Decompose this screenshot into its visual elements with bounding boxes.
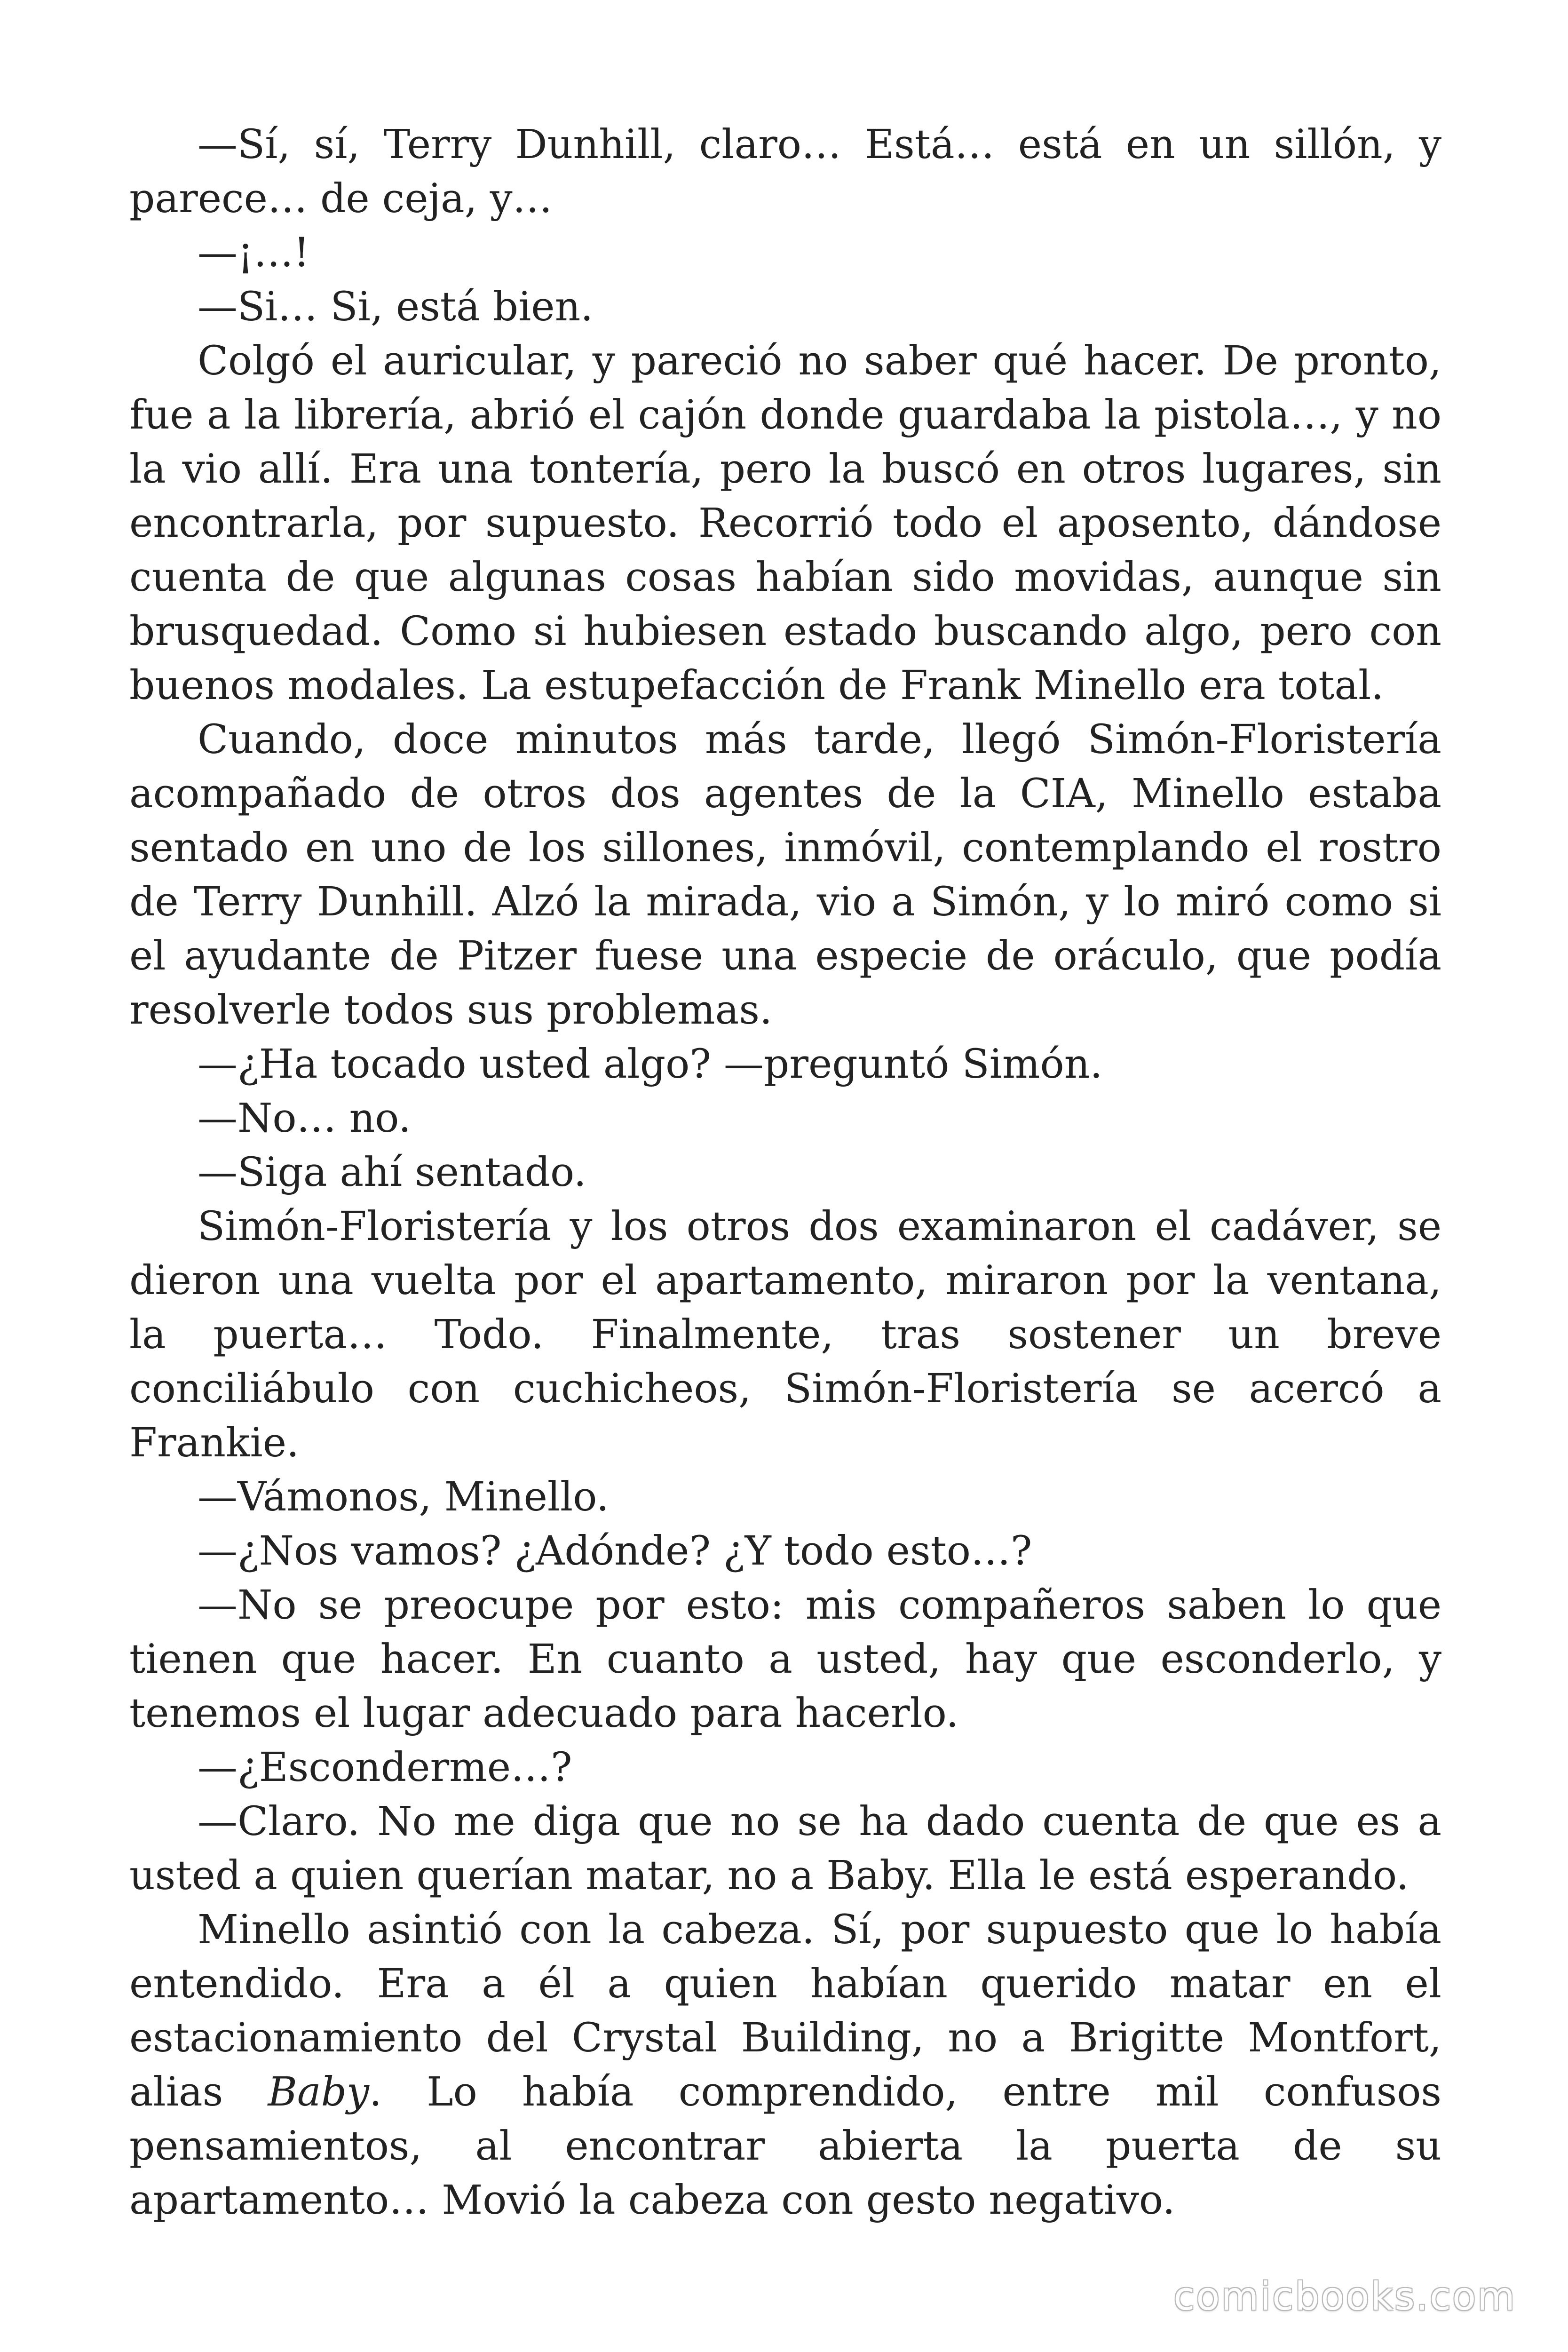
- final-paragraph-text-end: . Lo había comprendido, entre mil confusos pensamientos, al encontrar abierta la puerta de su apartamento… Movió la cabeza con gesto negativo.: [129, 2069, 1441, 2224]
- page-body: [129, 118, 1441, 2227]
- paragraph: —¿Ha tocado usted algo? —preguntó Simón.: [198, 1041, 1103, 1088]
- paragraph: —Vámonos, Minello.: [198, 1474, 609, 1520]
- paragraph: Cuando, doce minutos más tarde, llegó Simón-Floristería acompañado de otros dos agentes de la CIA, Minello estaba sentado en uno de los sillones, inmóvil, contemplando el rostro de Terry Dunhill. Alzó la mirada, vio a Simón, y lo miró como si el ayudante de Pitzer fuese una especie de oráculo, que podía resolverle todos sus problemas.: [129, 716, 1441, 1033]
- paragraph: —¿Esconderme…?: [198, 1744, 572, 1791]
- paragraph: —¿Nos vamos? ¿Adónde? ¿Y todo esto…?: [198, 1528, 1032, 1574]
- paragraph: —No se preocupe por esto: mis compañeros saben lo que tienen que hacer. En cuanto a usted, hay que esconderlo, y tenemos el lugar adecuado para hacerlo.: [129, 1582, 1441, 1737]
- paragraph: —No… no.: [198, 1095, 412, 1142]
- watermark: comicbooks.com: [1173, 2274, 1516, 2319]
- paragraph: —Sí, sí, Terry Dunhill, claro… Está… está en un sillón, y parece… de ceja, y…: [129, 121, 1441, 222]
- paragraph: —Siga ahí sentado.: [198, 1149, 586, 1196]
- final-paragraph: [129, 1903, 1441, 2227]
- paragraph: —Claro. No me diga que no se ha dado cuenta de que es a usted a quien querían matar, no a Baby. Ella le está esperando.: [129, 1798, 1441, 1899]
- paragraph: —Si… Si, está bien.: [198, 284, 594, 330]
- paragraph: —¡…!: [198, 230, 310, 276]
- paragraph: Colgó el auricular, y pareció no saber qué hacer. De pronto, fue a la librería, abrió el cajón donde guardaba la pistola…, y no la vio allí. Era una tontería, pero la buscó en otros lugares, sin encontrarla, por supuesto. Recorrió todo el aposento, dándose cuenta de que algunas cosas habían sido movidas, aunque sin brusquedad. Como si hubiesen estado buscando algo, pero con buenos modales. La estupefacción de Frank Minello era total.: [129, 338, 1441, 709]
- alias-italic: Baby: [268, 2069, 370, 2115]
- paragraph: Simón-Floristería y los otros dos examinaron el cadáver, se dieron una vuelta por el apartamento, miraron por la ventana, la puerta… Todo. Finalmente, tras sostener un breve conciliábulo con cuchicheos, Simón-Floristería se acercó a Frankie.: [129, 1203, 1441, 1466]
- final-paragraph-text-start: Minello asintió con la cabeza. Sí, por supuesto que lo había entendido. Era a él a quien habían querido matar en el estacionamiento del Crystal Building, no a Brigitte Montfort, alias: [129, 1907, 1441, 2115]
